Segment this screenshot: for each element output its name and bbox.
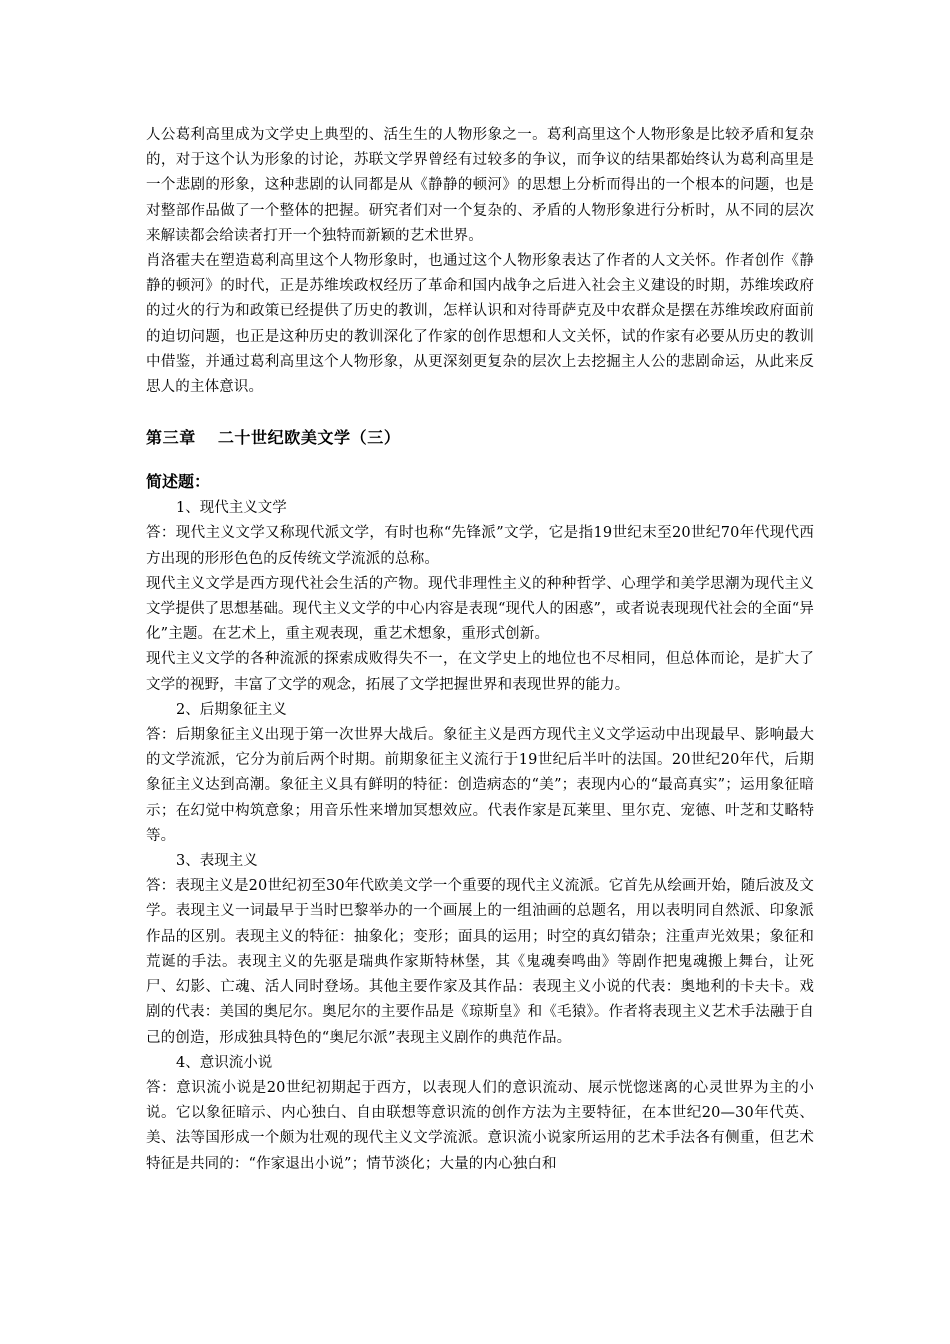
item-paragraph: 现代主义文学是西方现代社会生活的产物。现代非理性主义的种种哲学、心理学和美学思潮为现代主义文学提供了思想基础。现代主义文学的中心内容是表现“现代人的困惑”，或者说表现现代社会的全面“异化”主题。在艺术上，重主观表现，重艺术想象，重形式创新。 xyxy=(146,575,814,643)
item-title: 1、现代主义文学 xyxy=(176,500,287,517)
item-title: 2、后期象征主义 xyxy=(176,701,287,718)
item-paragraph: 答：意识流小说是20世纪初期起于西方，以表现人们的意识流动、展示恍惚迷离的心灵世界为主的小说。它以象征暗示、内心独白、自由联想等意识流的创作方法为主要特征，在本世纪20—30年代英、美、法等国形成一个颇为壮观的现代主义文学流派。意识流小说家所运用的艺术手法各有侧重，但艺术特征是共同的：“作家退出小说”；情节淡化；大量的内心独白和 xyxy=(146,1079,814,1172)
intro-paragraph-2: 肖洛霍夫在塑造葛利高里这个人物形象时，也通过这个人物形象表达了作者的人文关怀。作者创作《静静的顿河》的时代，正是苏维埃政权经历了革命和国内战争之后进入社会主义建设的时期，苏维埃政府的过火的行为和政策已经提供了历史的教训，怎样认识和对待哥萨克及中农群众是摆在苏维埃政府面前的迫切问题，也正是这种历史的教训深化了作家的创作思想和人文关怀，试的作家有必要从历史的教训中借鉴，并通过葛利高里这个人物形象，从更深刻更复杂的层次上去挖掘主人公的悲剧命运，从此来反思人的主体意识。 xyxy=(146,253,814,396)
chapter-heading xyxy=(146,424,814,452)
qa-item-3 xyxy=(146,849,814,1051)
intro-paragraph-1: 人公葛利高里成为文学史上典型的、活生生的人物形象之一。葛利高里这个人物形象是比较矛盾和复杂的，对于这个认为形象的讨论，苏联文学界曾经有过较多的争议，而争议的结果都始终认为葛利高里是一个悲剧的形象，这种悲剧的认同都是从《静静的顿河》的思想上分析而得出的一个根本的问题，也是对整部作品做了一个整体的把握。研究者们对一个复杂的、矛盾的人物形象进行分析时，从不同的层次来解读都会给读者打开一个独特而新颖的艺术世界。 xyxy=(146,127,814,244)
item-paragraph: 答：表现主义是20世纪初至30年代欧美文学一个重要的现代主义流派。它首先从绘画开始，随后波及文学。表现主义一词最早于当时巴黎举办的一个画展上的一组油画的总题名，用以表明同自然派、印象派作品的区别。表现主义的特征：抽象化；变形；面具的运用；时空的真幻错杂；注重声光效果；象征和荒诞的手法。表现主义的先驱是瑞典作家斯特林堡，其《鬼魂奏鸣曲》等剧作把鬼魂搬上舞台，让死尸、幻影、亡魂、活人同时登场。其他主要作家及其作品：表现主义小说的代表：奥地利的卡夫卡。戏剧的代表：美国的奥尼尔。奥尼尔的主要作品是《琼斯皇》和《毛猿》。作者将表现主义艺术手法融于自己的创造，形成独具特色的“奥尼尔派”表现主义剧作的典范作品。 xyxy=(146,878,814,1046)
section-heading: 简述题： xyxy=(146,472,211,492)
qa-item-4 xyxy=(146,1051,814,1177)
chapter-title: 二十世纪欧美文学（三） xyxy=(217,428,401,448)
item-title: 4、意识流小说 xyxy=(176,1054,273,1071)
item-paragraph: 答：后期象征主义出现于第一次世界大战后。象征主义是西方现代主义文学运动中出现最早、影响最大的文学流派，它分为前后两个时期。前期象征主义流行于19世纪后半叶的法国。20世纪20年代，后期象征主义达到高潮。象征主义具有鲜明的特征：创造病态的“美”；表现内心的“最高真实”；运用象征暗示；在幻觉中构筑意象；用音乐性来增加冥想效应。代表作家是瓦莱里、里尔克、宠德、叶芝和艾略特等。 xyxy=(146,727,814,844)
item-paragraph: 现代主义文学的各种流派的探索成败得失不一，在文学史上的地位也不尽相同，但总体而论，是扩大了文学的视野，丰富了文学的观念，拓展了文学把握世界和表现世界的能力。 xyxy=(146,651,814,693)
item-title: 3、表现主义 xyxy=(176,853,258,870)
item-paragraph: 答：现代主义文学又称现代派文学，有时也称“先锋派”文学，它是指19世纪末至20世纪70年代现代西方出现的形形色色的反传统文学流派的总称。 xyxy=(146,525,814,567)
page-content xyxy=(146,123,814,1177)
chapter-number: 第三章 xyxy=(146,428,196,448)
qa-item-2 xyxy=(146,698,814,849)
qa-item-1 xyxy=(146,496,814,698)
